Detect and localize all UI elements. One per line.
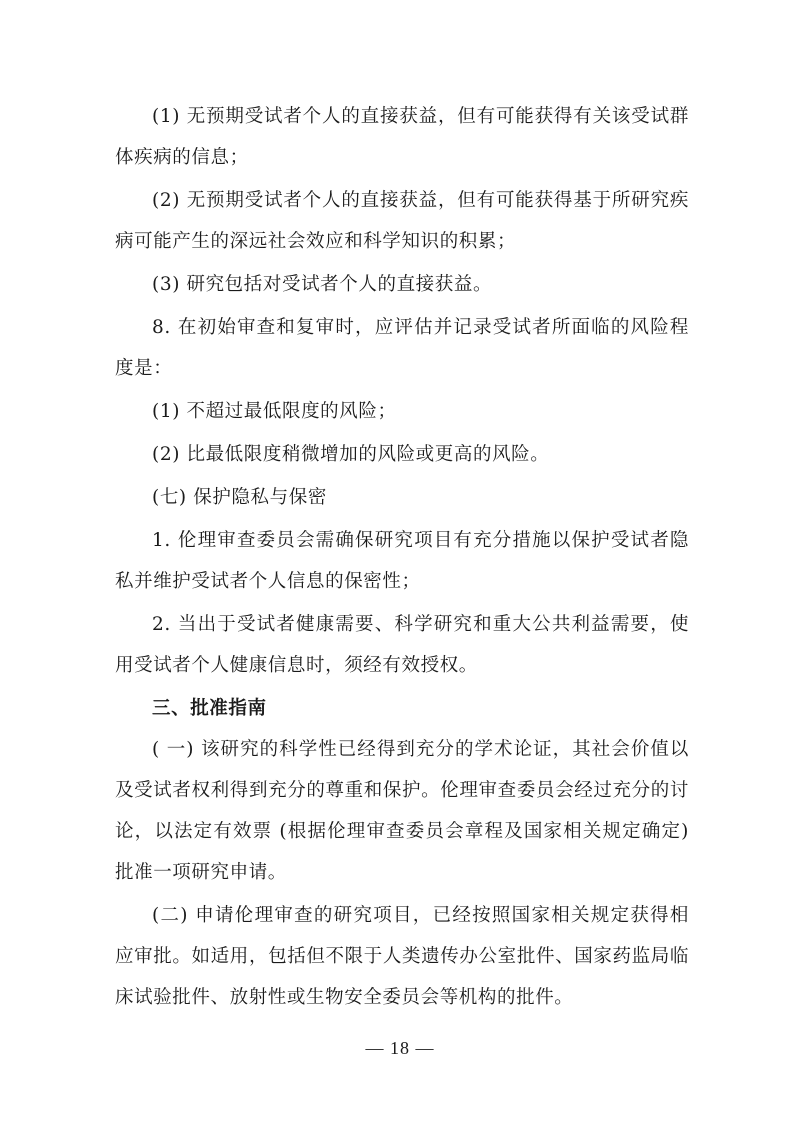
page-number: — 18 — bbox=[365, 1038, 435, 1058]
paragraph-benefit-2: (2) 无预期受试者个人的直接获益，但有可能获得基于所研究疾病可能产生的深远社会效应和科学知识的积累； bbox=[115, 190, 689, 252]
paragraph-risk-1: (1) 不超过最低限度的风险； bbox=[152, 401, 397, 422]
paragraph-approval-1: ( 一) 该研究的科学性已经得到充分的学术论证，其社会价值以及受试者权利得到充分的尊重和保护。伦理审查委员会经过充分的讨论，以法定有效票 (根据伦理审查委员会章程及国家相关规定确定) 批准一项研究申请。 bbox=[115, 739, 689, 883]
section-heading: 三、批准指南 bbox=[152, 698, 267, 719]
paragraph-benefit-3: (3) 研究包括对受试者个人的直接获益。 bbox=[152, 274, 493, 295]
paragraph-risk-2: (2) 比最低限度稍微增加的风险或更高的风险。 bbox=[152, 444, 550, 465]
paragraph-privacy-2: 2. 当出于受试者健康需要、科学研究和重大公共利益需要，使用受试者个人健康信息时，须经有效授权。 bbox=[115, 614, 689, 676]
paragraph-approval-2: (二) 申请伦理审查的研究项目，已经按照国家相关规定获得相应审批。如适用，包括但不限于人类遗传办公室批件、国家药监局临床试验批件、放射性或生物安全委员会等机构的批件。 bbox=[115, 905, 689, 1008]
paragraph-risk-assessment: 8. 在初始审查和复审时，应评估并记录受试者所面临的风险程度是： bbox=[115, 317, 689, 379]
document-body bbox=[115, 96, 689, 1020]
subsection-privacy-title: (七) 保护隐私与保密 bbox=[152, 487, 327, 508]
paragraph-benefit-1: (1) 无预期受试者个人的直接获益，但有可能获得有关该受试群体疾病的信息； bbox=[115, 106, 689, 168]
paragraph-privacy-1: 1. 伦理审查委员会需确保研究项目有充分措施以保护受试者隐私并维护受试者个人信息的保密性； bbox=[115, 530, 689, 592]
